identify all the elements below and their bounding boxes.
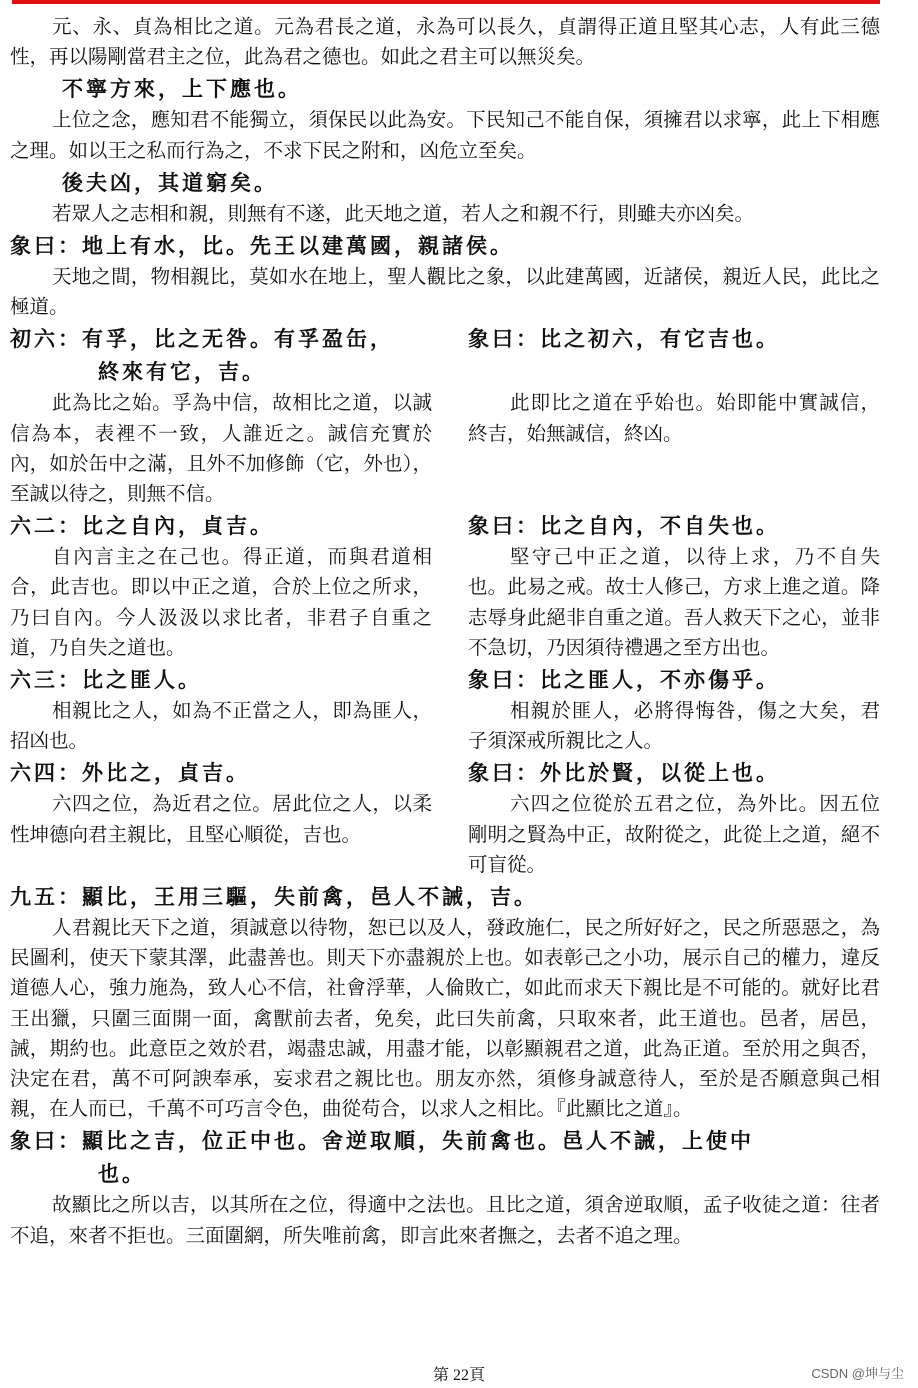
two-column-row [10, 663, 880, 756]
yao-explanation: 自內言主之在己也。得正道，而與君道相合，此吉也。即以中正之道，合於上位之所求，乃曰自內。今人汲汲以求比者，非君子自重之道，乃自失之道也。 [10, 545, 432, 659]
xiang-heading: 象曰：外比於賢，以從上也。 [468, 760, 780, 786]
yao-heading-cont: 終來有它，吉。 [98, 359, 266, 385]
two-column-row [10, 756, 880, 880]
heading: 九五：顯比，王用三驅，失前禽，邑人不誡，吉。 [10, 884, 538, 910]
paragraph: 天地之間，物相親比，莫如水在地上，聖人觀比之象，以此建萬國，近諸侯，親近人民，此比之極道。 [10, 265, 880, 319]
yao-heading: 六二：比之自內，貞吉。 [10, 513, 274, 539]
two-column-row [10, 322, 880, 509]
paragraph: 元、永、貞為相比之道。元為君長之道，永為可以長久，貞謂得正道且堅其心志，人有此三德性，再以陽剛當君主之位，此為君之德也。如此之君主可以無災矣。 [10, 15, 880, 69]
heading: 象曰：顯比之吉，位正中也。舍逆取順，失前禽也。邑人不誡，上使中 [10, 1128, 754, 1154]
left-column [10, 756, 432, 880]
xiang-explanation: 六四之位從於五君之位，為外比。因五位剛明之賢為中正，故附從之，此從上之道，絕不可盲從。 [468, 792, 880, 876]
document-body [10, 12, 880, 1251]
page-number: 第 22頁 [432, 1367, 485, 1384]
yao-explanation: 相親比之人，如為不正當之人，即為匪人，招凶也。 [10, 699, 432, 753]
heading-cont: 也。 [98, 1161, 146, 1187]
paragraph: 若眾人之志相和親，則無有不遂，此天地之道，若人之和親不行，則雖夫亦凶矣。 [52, 201, 755, 225]
left-column [10, 509, 432, 663]
xiang-heading: 象曰：比之自內，不自失也。 [468, 513, 780, 539]
yao-heading: 六四：外比之，貞吉。 [10, 760, 250, 786]
heading: 後夫凶，其道窮矣。 [62, 169, 278, 195]
right-column [468, 322, 880, 509]
heading: 不寧方來，上下應也。 [62, 76, 302, 102]
paragraph: 人君親比天下之道，須誠意以待物，恕已以及人，發政施仁，民之所好好之，民之所惡惡之，為民圖利，使天下蒙其澤，此盡善也。則天下亦盡親於上也。如表彰己之小功，展示自己的權力，違反道德人心，強力施為，致人心不信，社會浮華，人倫敗亡，如此而求天下親比是不可能的。就好比君王出獵，只圍三面開一面，禽獸前去者，免矣，此曰失前禽，只取來者，此王道也。邑者，居邑，誡，期約也。此意臣之效於君，竭盡忠誠，用盡才能，以彰顯親君之道，此為正道。至於用之與否，決定在君，萬不可阿諛奉承，妄求君之親比也。朋友亦然，須修身誠意待人，至於是否願意與己相親，在人而已，千萬不可巧言令色，曲從苟合，以求人之相比。『此顯比之道』。 [10, 916, 880, 1121]
yao-explanation: 此為比之始。孚為中信，故相比之道，以誠信為本，表裡不一致，人誰近之。誠信充實於內，如於缶中之滿，且外不加修飾（它，外也），至誠以待之，則無不信。 [10, 391, 432, 506]
yao-heading: 六三：比之匪人。 [10, 667, 202, 693]
right-column [468, 663, 880, 756]
xiang-explanation: 堅守己中正之道，以待上求，乃不自失也。此易之戒。故士人修己，方求上進之道。降志辱身此絕非自重之道。吾人救天下之心，並非不急切，乃因須待禮遇之至方出也。 [468, 545, 880, 659]
xiang-explanation: 此即比之道在乎始也。始即能中實誠信，終吉，始無誠信，終凶。 [468, 391, 880, 445]
paragraph: 故顯比之所以吉，以其所在之位，得適中之法也。且比之道，須舍逆取順，孟子收徒之道：往者不追，來者不拒也。三面圍網，所失唯前禽，即言此來者撫之，去者不追之理。 [10, 1193, 880, 1247]
left-column [10, 663, 432, 756]
left-column [10, 322, 432, 509]
paragraph: 上位之念，應知君不能獨立，須保民以此為安。下民知己不能自保，須擁君以求寧，此上下相應之理。如以王之私而行為之，不求下民之附和，凶危立至矣。 [10, 108, 880, 162]
yao-heading: 初六：有孚，比之无咎。有孚盈缶， [10, 326, 394, 352]
xiang-heading: 象曰：比之初六，有它吉也。 [468, 326, 780, 352]
top-red-rule [12, 0, 880, 4]
yao-explanation: 六四之位，為近君之位。居此位之人，以柔性坤德向君主親比，且堅心順從，吉也。 [10, 792, 432, 846]
two-column-row [10, 509, 880, 663]
xiang-heading: 象曰：比之匪人，不亦傷乎。 [468, 667, 780, 693]
watermark: CSDN @坤与尘 [811, 1366, 904, 1381]
xiang-explanation: 相親於匪人，必將得悔咎，傷之大矣，君子須深戒所親比之人。 [468, 699, 880, 753]
heading: 象曰：地上有水，比。先王以建萬國，親諸侯。 [10, 233, 514, 259]
right-column [468, 756, 880, 880]
right-column [468, 509, 880, 663]
